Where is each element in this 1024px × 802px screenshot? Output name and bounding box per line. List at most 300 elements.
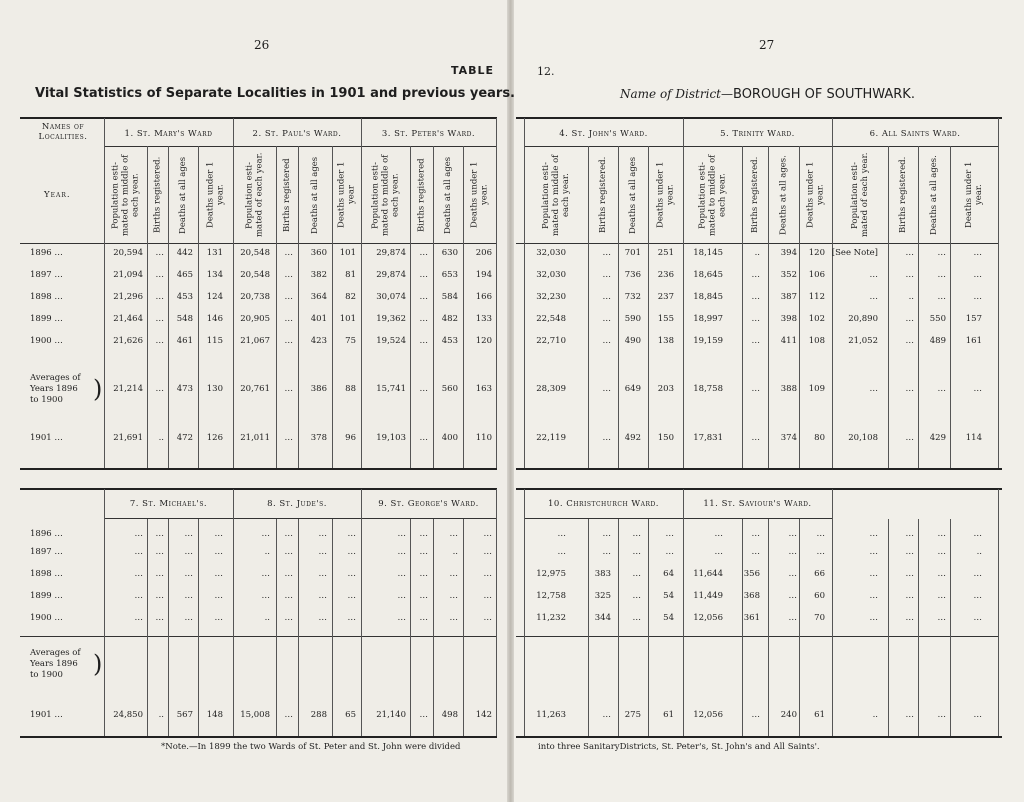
table-cell: 20,890 (848, 314, 878, 324)
table-cell: 12,056 (693, 613, 723, 623)
table-cell: … (483, 529, 492, 539)
table-cell: 383 (594, 569, 611, 579)
table-cell: 21,691 (113, 433, 143, 443)
table-cell: … (397, 569, 406, 579)
page-number-left: 26 (254, 38, 270, 52)
table-cell: 126 (206, 433, 223, 443)
table-cell: 124 (206, 292, 223, 302)
table-cell: … (973, 569, 982, 579)
table-cell: 11,263 (536, 710, 566, 720)
table-cell: … (284, 710, 293, 720)
bottom-ward-header: 7. St. Michael's. (129, 499, 208, 509)
table-cell: … (419, 433, 428, 443)
averages-label: Averages of (30, 373, 81, 383)
table-cell: 364 (310, 292, 327, 302)
table-cell: 482 (441, 314, 458, 324)
table-cell: … (419, 270, 428, 280)
column-header-population-middle: Population esti- mated to middle of each year. (697, 154, 728, 236)
table-cell: 20,905 (240, 314, 270, 324)
table-cell: 21,464 (113, 314, 143, 324)
table-cell: 88 (345, 384, 356, 394)
table-cell: … (602, 248, 611, 258)
table-cell: … (155, 613, 164, 623)
table-cell: … (155, 569, 164, 579)
table-cell: 361 (743, 613, 760, 623)
table-cell: 75 (345, 336, 356, 346)
table-cell: 64 (663, 569, 674, 579)
table-cell: … (973, 529, 982, 539)
table-cell: 386 (310, 384, 327, 394)
table-cell: 15,741 (376, 384, 406, 394)
table-cell: 106 (808, 270, 825, 280)
table-cell: 325 (594, 591, 611, 601)
table-cell: … (905, 433, 914, 443)
table-cell: 630 (441, 248, 458, 258)
year-label: 1899 … (30, 314, 63, 324)
table-cell: 81 (345, 270, 356, 280)
table-cell: 387 (780, 292, 797, 302)
table-cell: … (937, 248, 946, 258)
table-cell: 240 (780, 710, 797, 720)
table-cell: 60 (814, 591, 825, 601)
table-cell: 19,524 (376, 336, 406, 346)
table-cell: … (751, 547, 760, 557)
table-cell: … (973, 384, 982, 394)
table-cell: 120 (808, 248, 825, 258)
table-cell: … (632, 591, 641, 601)
column-header-population-middle: Population esti- mated to middle of each year. (370, 154, 401, 236)
table-cell: … (284, 248, 293, 258)
table-cell: 18,645 (693, 270, 723, 280)
table-cell: … (632, 547, 641, 557)
table-cell: … (788, 547, 797, 557)
table-cell: … (751, 314, 760, 324)
table-cell: … (184, 569, 193, 579)
table-cell: … (155, 384, 164, 394)
table-cell: 134 (206, 270, 223, 280)
ward-header: 2. St. Paul's Ward. (252, 129, 342, 139)
table-cell: 29,874 (376, 248, 406, 258)
column-header-deaths-all-ages-dot: Deaths at all ages. (929, 155, 939, 235)
table-cell: … (937, 529, 946, 539)
ward-header-rule-right (524, 146, 998, 147)
district-dash: — (721, 87, 733, 101)
table-cell: … (134, 591, 143, 601)
table-mid-rule-right (516, 468, 1002, 470)
table-cell: … (751, 270, 760, 280)
table-cell: … (937, 547, 946, 557)
table-cell: … (318, 569, 327, 579)
table-cell: … (284, 314, 293, 324)
table-cell: 29,874 (376, 270, 406, 280)
bottom-block-top-rule-left (20, 488, 497, 490)
table-cell: … (751, 710, 760, 720)
table-cell: … (751, 433, 760, 443)
table-bottom-rule-left (20, 736, 497, 738)
table-cell: … (714, 529, 723, 539)
table-cell: … (557, 529, 566, 539)
table-cell: … (419, 547, 428, 557)
table-cell: … (134, 529, 143, 539)
table-cell: 21,011 (240, 433, 270, 443)
table-cell: 20,594 (113, 248, 143, 258)
table-cell: 22,710 (536, 336, 566, 346)
bottom-ward-rule-right (524, 518, 832, 519)
table-cell: 701 (624, 248, 641, 258)
year-header: Year. (44, 190, 71, 200)
table-cell: … (816, 547, 825, 557)
table-cell: … (869, 529, 878, 539)
year-label: 1896 … (30, 529, 63, 539)
table-cell: … (449, 569, 458, 579)
table-cell: 442 (176, 248, 193, 258)
table-cell: 489 (929, 336, 946, 346)
book-gutter (507, 0, 514, 802)
table-cell: 24,850 (113, 710, 143, 720)
table-cell: … (751, 529, 760, 539)
column-header-births-registered-nodot: Births registered (416, 158, 427, 232)
table-cell: 18,758 (693, 384, 723, 394)
column-header-births-registered: Births registered. (898, 156, 908, 234)
table-cell: … (937, 710, 946, 720)
table-cell: … (905, 591, 914, 601)
table-cell: … (937, 613, 946, 623)
table-cell: 166 (475, 292, 492, 302)
table-cell: … (318, 547, 327, 557)
table-cell: … (318, 613, 327, 623)
table-cell: … (449, 613, 458, 623)
table-cell: 82 (345, 292, 356, 302)
table-cell: 560 (441, 384, 458, 394)
ward-group-rule (496, 118, 497, 468)
table-cell: 54 (663, 591, 674, 601)
table-cell: … (602, 314, 611, 324)
table-cell: … (751, 292, 760, 302)
table-cell: … (347, 591, 356, 601)
table-cell: .. (976, 547, 982, 557)
table-cell: 275 (624, 710, 641, 720)
table-cell: … (214, 591, 223, 601)
table-cell: 461 (176, 336, 193, 346)
year-label: 1898 … (30, 569, 63, 579)
table-cell: … (419, 248, 428, 258)
table-cell: .. (872, 710, 878, 720)
table-cell: … (788, 529, 797, 539)
table-cell: 19,103 (376, 433, 406, 443)
table-cell: … (155, 336, 164, 346)
ward-group-rule (998, 118, 999, 468)
table-cell: … (347, 547, 356, 557)
table-cell: .. (158, 710, 164, 720)
table-mid-rule-left (20, 468, 497, 470)
table-cell: … (973, 613, 982, 623)
table-number: 12. (537, 65, 555, 78)
table-cell: … (284, 529, 293, 539)
table-cell: 130 (206, 384, 223, 394)
column-header-deaths-under-1-nodot: Deaths under 1 year (336, 161, 357, 229)
table-cell: … (347, 569, 356, 579)
table-cell: [See Note] (831, 248, 878, 258)
table-cell: … (184, 529, 193, 539)
table-cell: … (419, 710, 428, 720)
table-cell: … (184, 591, 193, 601)
table-cell: 251 (657, 248, 674, 258)
page-title: Vital Statistics of Separate Localities in 1901 and previous years. (35, 86, 515, 101)
table-cell: 22,119 (536, 433, 566, 443)
table-cell: … (419, 613, 428, 623)
column-header-births-registered: Births registered. (152, 156, 163, 234)
table-cell: 490 (624, 336, 641, 346)
bottom-block-top-rule-right (516, 488, 1002, 490)
table-cell: … (155, 248, 164, 258)
table-cell: … (347, 613, 356, 623)
table-cell: 12,056 (693, 710, 723, 720)
table-cell: 21,214 (113, 384, 143, 394)
table-cell: 108 (808, 336, 825, 346)
table-cell: … (155, 292, 164, 302)
table-cell: … (184, 547, 193, 557)
page-number-right: 27 (759, 38, 775, 52)
table-cell: … (483, 569, 492, 579)
bottom-ward-header: 10. Christchurch Ward. (548, 499, 659, 509)
table-cell: … (869, 270, 878, 280)
table-cell: 142 (475, 710, 492, 720)
table-cell: 206 (475, 248, 492, 258)
column-header-population-of-each: Population esti- mated of each year. (850, 152, 870, 238)
table-cell: 133 (475, 314, 492, 324)
column-header-deaths-under-1: Deaths under 1 year. (205, 161, 226, 229)
table-cell: 21,140 (376, 710, 406, 720)
table-cell: 20,108 (848, 433, 878, 443)
table-cell: … (973, 248, 982, 258)
table-cell: 590 (624, 314, 641, 324)
ward-header: 4. St. John's Ward. (559, 129, 648, 139)
table-cell: 288 (310, 710, 327, 720)
table-cell: .. (452, 547, 458, 557)
table-cell: 138 (657, 336, 674, 346)
table-cell: 148 (206, 710, 223, 720)
column-header-births-registered: Births registered. (598, 156, 608, 234)
table-cell: … (483, 591, 492, 601)
averages-label: to 1900 (30, 670, 63, 680)
averages-label: Averages of (30, 648, 81, 658)
table-cell: 115 (206, 336, 223, 346)
column-header-deaths-all-ages: Deaths at all ages (310, 156, 320, 234)
table-cell: … (284, 613, 293, 623)
table-cell: 131 (206, 248, 223, 258)
ward-header: 1. St. Mary's Ward (124, 129, 213, 139)
year-label: 1897 … (30, 547, 63, 557)
table-cell: 378 (310, 433, 327, 443)
table-cell: … (419, 591, 428, 601)
table-cell: 15,008 (240, 710, 270, 720)
table-cell: … (397, 591, 406, 601)
table-cell: 649 (624, 384, 641, 394)
table-cell: … (937, 270, 946, 280)
table-cell: … (751, 384, 760, 394)
bottom-ward-header: 9. St. George's Ward. (378, 499, 479, 509)
table-cell: 18,145 (693, 248, 723, 258)
table-cell: 120 (475, 336, 492, 346)
table-cell: … (155, 591, 164, 601)
table-cell: … (869, 547, 878, 557)
table-cell: 736 (624, 270, 641, 280)
column-header-deaths-all-ages: Deaths at all ages (178, 156, 188, 234)
table-cell: 161 (965, 336, 982, 346)
column-header-population-middle: Population esti- mated to middle of each year. (541, 154, 571, 236)
table-cell: … (155, 314, 164, 324)
table-cell: 352 (780, 270, 797, 280)
table-cell: 157 (965, 314, 982, 324)
table-cell: 194 (475, 270, 492, 280)
table-cell: 498 (441, 710, 458, 720)
table-cell: 32,030 (536, 248, 566, 258)
table-cell: 236 (657, 270, 674, 280)
table-cell: … (973, 710, 982, 720)
table-cell: 12,975 (536, 569, 566, 579)
table-cell: … (284, 336, 293, 346)
table-cell: … (602, 270, 611, 280)
table-cell: 66 (814, 569, 825, 579)
table-cell: … (905, 336, 914, 346)
table-cell: … (261, 591, 270, 601)
table-cell: .. (264, 613, 270, 623)
table-cell: … (397, 547, 406, 557)
table-cell: … (937, 591, 946, 601)
column-header-deaths-under-1: Deaths under 1 year. (655, 161, 676, 229)
ward-header: 5. Trinity Ward. (720, 129, 795, 139)
table-cell: … (347, 529, 356, 539)
ward-header: 3. St. Peter's Ward. (381, 129, 476, 139)
table-cell: 21,626 (113, 336, 143, 346)
table-cell: … (973, 591, 982, 601)
table-cell: … (869, 292, 878, 302)
table-cell: .. (264, 547, 270, 557)
table-cell: 70 (814, 613, 825, 623)
table-cell: 423 (310, 336, 327, 346)
table-cell: … (155, 547, 164, 557)
footnote-left: *Note.—In 1899 the two Wards of St. Peter and St. John were divided (161, 742, 461, 752)
table-cell: 550 (929, 314, 946, 324)
bottom-group-rule (496, 489, 497, 736)
table-cell: 101 (339, 314, 356, 324)
table-cell: 110 (475, 433, 492, 443)
table-cell: … (665, 547, 674, 557)
table-cell: 11,644 (693, 569, 723, 579)
table-cell: 61 (663, 710, 674, 720)
table-cell: … (905, 710, 914, 720)
table-cell: … (318, 529, 327, 539)
column-header-deaths-under-1: Deaths under 1 year. (964, 161, 984, 229)
table-top-rule-left (20, 117, 497, 119)
table-cell: … (261, 569, 270, 579)
averages-label: to 1900 (30, 395, 63, 405)
table-cell: 112 (808, 292, 825, 302)
table-cell: … (184, 613, 193, 623)
district-heading (620, 87, 915, 102)
table-bottom-rule-right (516, 736, 1002, 738)
table-cell: 19,362 (376, 314, 406, 324)
column-header-births-registered-nodot: Births registered (282, 158, 292, 232)
table-cell: 18,997 (693, 314, 723, 324)
table-cell: 155 (657, 314, 674, 324)
table-cell: … (155, 529, 164, 539)
table-cell: 96 (345, 433, 356, 443)
table-cell: … (318, 591, 327, 601)
table-cell: … (602, 292, 611, 302)
table-cell: 18,845 (693, 292, 723, 302)
table-cell: … (632, 529, 641, 539)
column-header-births-registered: Births registered. (750, 156, 760, 234)
averages-label: Years 1896 (30, 659, 78, 669)
table-cell: … (397, 613, 406, 623)
table-cell: … (214, 569, 223, 579)
table-cell: 101 (339, 248, 356, 258)
table-cell: … (905, 270, 914, 280)
table-cell: 11,449 (693, 591, 723, 601)
bottom-ward-header: 8. St. Jude's. (267, 499, 327, 509)
table-cell: 473 (176, 384, 193, 394)
table-cell: … (449, 529, 458, 539)
table-cell: 374 (780, 433, 797, 443)
table-cell: … (788, 569, 797, 579)
table-cell: … (665, 529, 674, 539)
table-cell: … (134, 547, 143, 557)
table-cell: 21,067 (240, 336, 270, 346)
table-cell: … (449, 591, 458, 601)
table-cell: 472 (176, 433, 193, 443)
table-cell: … (284, 433, 293, 443)
bottom-avg-top-rule-left (20, 636, 497, 637)
table-cell: … (214, 613, 223, 623)
table-cell: 20,738 (240, 292, 270, 302)
table-cell: 388 (780, 384, 797, 394)
table-cell: 368 (743, 591, 760, 601)
table-cell: … (869, 569, 878, 579)
table-cell: 548 (176, 314, 193, 324)
table-cell: … (602, 336, 611, 346)
table-cell: … (419, 336, 428, 346)
table-cell: 20,548 (240, 248, 270, 258)
table-cell: … (284, 547, 293, 557)
table-cell: … (602, 547, 611, 557)
table-cell: … (937, 384, 946, 394)
table-cell: 109 (808, 384, 825, 394)
bottom-group-rule (998, 489, 999, 736)
table-cell: 453 (176, 292, 193, 302)
table-cell: 382 (310, 270, 327, 280)
year-label: 1901 … (30, 433, 63, 443)
table-cell: 20,548 (240, 270, 270, 280)
table-cell: … (419, 314, 428, 324)
table-cell: … (869, 591, 878, 601)
table-cell: 411 (780, 336, 797, 346)
table-cell: … (632, 569, 641, 579)
table-cell: … (284, 270, 293, 280)
table-cell: … (155, 270, 164, 280)
table-cell: … (602, 433, 611, 443)
table-cell: … (751, 336, 760, 346)
year-label: 1899 … (30, 591, 63, 601)
table-cell: 28,309 (536, 384, 566, 394)
table-cell: … (632, 613, 641, 623)
table-cell: … (419, 529, 428, 539)
table-cell: … (602, 384, 611, 394)
table-cell: … (397, 529, 406, 539)
table-cell: … (419, 292, 428, 302)
table-cell: … (261, 529, 270, 539)
table-cell: 429 (929, 433, 946, 443)
